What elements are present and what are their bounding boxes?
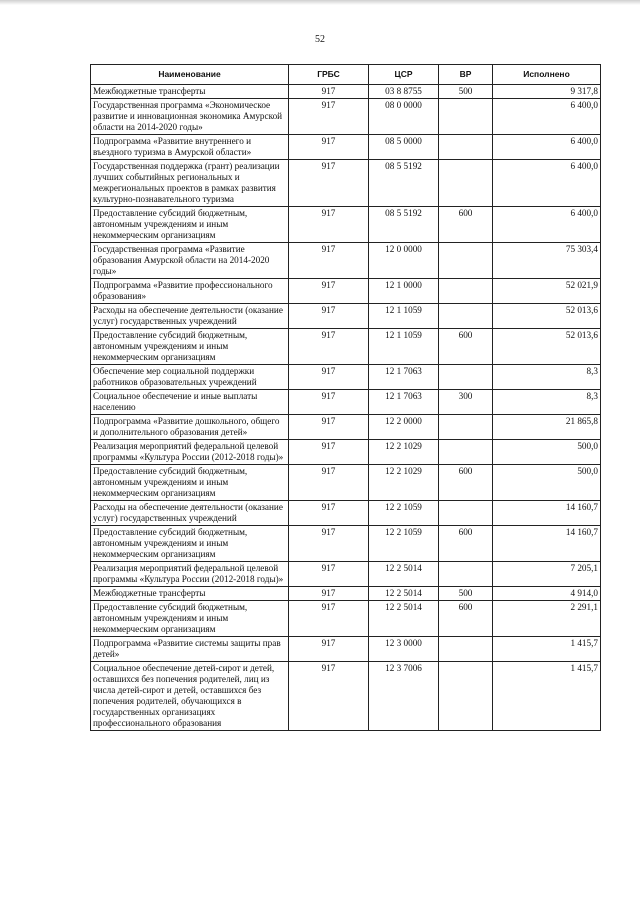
cell-name: Социальное обеспечение и иные выплаты населению <box>91 390 289 415</box>
cell-name: Реализация мероприятий федеральной целевой программы «Культура России (2012-2018 годы)» <box>91 562 289 587</box>
cell-grbs: 917 <box>289 279 369 304</box>
cell-amount: 6 400,0 <box>493 160 601 207</box>
table-row <box>91 135 601 160</box>
cell-name: Расходы на обеспечение деятельности (оказание услуг) государственных учреждений <box>91 304 289 329</box>
cell-vr <box>439 304 493 329</box>
cell-vr <box>439 415 493 440</box>
cell-name: Государственная программа «Развитие образования Амурской области на 2014-2020 годы» <box>91 243 289 279</box>
cell-csr: 12 3 7006 <box>369 662 439 731</box>
cell-vr: 600 <box>439 526 493 562</box>
cell-amount: 4 914,0 <box>493 587 601 601</box>
budget-execution-table <box>90 64 601 731</box>
cell-grbs: 917 <box>289 662 369 731</box>
cell-csr: 12 2 1029 <box>369 440 439 465</box>
cell-grbs: 917 <box>289 562 369 587</box>
table-row <box>91 243 601 279</box>
cell-csr: 12 2 5014 <box>369 601 439 637</box>
table-row <box>91 526 601 562</box>
cell-vr <box>439 637 493 662</box>
cell-grbs: 917 <box>289 365 369 390</box>
cell-amount: 2 291,1 <box>493 601 601 637</box>
cell-name: Социальное обеспечение детей-сирот и детей, оставшихся без попечения родителей, лиц из числа детей-сирот и детей, оставшихся без попечения родителей, обучающихся в государственных организациях профессионального образования <box>91 662 289 731</box>
cell-vr <box>439 279 493 304</box>
cell-vr: 500 <box>439 587 493 601</box>
cell-csr: 12 2 1029 <box>369 465 439 501</box>
cell-amount: 500,0 <box>493 465 601 501</box>
cell-grbs: 917 <box>289 329 369 365</box>
cell-name: Подпрограмма «Развитие профессионального образования» <box>91 279 289 304</box>
cell-grbs: 917 <box>289 304 369 329</box>
cell-csr: 08 0 0000 <box>369 99 439 135</box>
cell-csr: 08 5 5192 <box>369 207 439 243</box>
cell-name: Межбюджетные трансферты <box>91 85 289 99</box>
cell-amount: 21 865,8 <box>493 415 601 440</box>
cell-grbs: 917 <box>289 85 369 99</box>
page-number: 52 <box>315 34 325 45</box>
cell-vr <box>439 243 493 279</box>
cell-amount: 1 415,7 <box>493 637 601 662</box>
cell-amount: 6 400,0 <box>493 99 601 135</box>
cell-vr <box>439 501 493 526</box>
table-row <box>91 440 601 465</box>
cell-amount: 6 400,0 <box>493 135 601 160</box>
cell-name: Предоставление субсидий бюджетным, автономным учреждениям и иным некоммерческим организациям <box>91 526 289 562</box>
cell-name: Обеспечение мер социальной поддержки работников образовательных учреждений <box>91 365 289 390</box>
cell-grbs: 917 <box>289 135 369 160</box>
cell-grbs: 917 <box>289 440 369 465</box>
cell-vr: 600 <box>439 207 493 243</box>
cell-amount: 500,0 <box>493 440 601 465</box>
table-row <box>91 562 601 587</box>
cell-csr: 12 1 0000 <box>369 279 439 304</box>
cell-csr: 08 5 5192 <box>369 160 439 207</box>
cell-vr: 300 <box>439 390 493 415</box>
cell-name: Подпрограмма «Развитие дошкольного, общего и дополнительного образования детей» <box>91 415 289 440</box>
cell-grbs: 917 <box>289 601 369 637</box>
table-row <box>91 587 601 601</box>
cell-name: Предоставление субсидий бюджетным, автономным учреждениям и иным некоммерческим организациям <box>91 207 289 243</box>
cell-grbs: 917 <box>289 587 369 601</box>
header-name: Наименование <box>91 65 289 85</box>
table-row <box>91 304 601 329</box>
table-row <box>91 390 601 415</box>
cell-name: Расходы на обеспечение деятельности (оказание услуг) государственных учреждений <box>91 501 289 526</box>
cell-grbs: 917 <box>289 160 369 207</box>
cell-grbs: 917 <box>289 99 369 135</box>
cell-name: Предоставление субсидий бюджетным, автономным учреждениям и иным некоммерческим организациям <box>91 601 289 637</box>
cell-csr: 12 1 1059 <box>369 304 439 329</box>
cell-name: Государственная программа «Экономическое развитие и инновационная экономика Амурской области на 2014-2020 годы» <box>91 99 289 135</box>
table-row <box>91 415 601 440</box>
cell-amount: 6 400,0 <box>493 207 601 243</box>
header-grbs: ГРБС <box>289 65 369 85</box>
cell-vr <box>439 99 493 135</box>
table-header-row <box>91 65 601 85</box>
header-csr: ЦСР <box>369 65 439 85</box>
cell-csr: 12 2 1059 <box>369 526 439 562</box>
cell-csr: 12 2 0000 <box>369 415 439 440</box>
table-row <box>91 207 601 243</box>
cell-csr: 12 3 0000 <box>369 637 439 662</box>
cell-amount: 52 013,6 <box>493 304 601 329</box>
cell-name: Предоставление субсидий бюджетным, автономным учреждениям и иным некоммерческим организациям <box>91 465 289 501</box>
cell-grbs: 917 <box>289 526 369 562</box>
cell-amount: 14 160,7 <box>493 526 601 562</box>
table-row <box>91 465 601 501</box>
cell-vr <box>439 135 493 160</box>
table-row <box>91 85 601 99</box>
cell-amount: 7 205,1 <box>493 562 601 587</box>
cell-grbs: 917 <box>289 637 369 662</box>
table-row <box>91 279 601 304</box>
header-vr: ВР <box>439 65 493 85</box>
cell-vr <box>439 160 493 207</box>
cell-csr: 12 1 7063 <box>369 365 439 390</box>
cell-grbs: 917 <box>289 390 369 415</box>
cell-amount: 52 021,9 <box>493 279 601 304</box>
table-row <box>91 329 601 365</box>
cell-csr: 12 1 1059 <box>369 329 439 365</box>
cell-vr <box>439 365 493 390</box>
cell-amount: 75 303,4 <box>493 243 601 279</box>
cell-vr: 500 <box>439 85 493 99</box>
cell-vr: 600 <box>439 329 493 365</box>
table-row <box>91 662 601 731</box>
cell-vr <box>439 662 493 731</box>
cell-name: Государственная поддержка (грант) реализации лучших событийных региональных и межрегиональных проектов в рамках развития культурно-познавательного туризма <box>91 160 289 207</box>
scan-edge <box>0 0 640 5</box>
cell-grbs: 917 <box>289 243 369 279</box>
cell-name: Реализация мероприятий федеральной целевой программы «Культура России (2012-2018 годы)» <box>91 440 289 465</box>
cell-csr: 12 2 5014 <box>369 587 439 601</box>
cell-vr <box>439 440 493 465</box>
cell-amount: 9 317,8 <box>493 85 601 99</box>
cell-csr: 12 1 7063 <box>369 390 439 415</box>
cell-csr: 08 5 0000 <box>369 135 439 160</box>
cell-csr: 03 8 8755 <box>369 85 439 99</box>
table-row <box>91 365 601 390</box>
cell-grbs: 917 <box>289 207 369 243</box>
cell-csr: 12 0 0000 <box>369 243 439 279</box>
cell-amount: 52 013,6 <box>493 329 601 365</box>
cell-vr: 600 <box>439 601 493 637</box>
table-row <box>91 637 601 662</box>
cell-name: Предоставление субсидий бюджетным, автономным учреждениям и иным некоммерческим организациям <box>91 329 289 365</box>
cell-grbs: 917 <box>289 465 369 501</box>
table-row <box>91 501 601 526</box>
cell-vr <box>439 562 493 587</box>
cell-amount: 8,3 <box>493 365 601 390</box>
table-row <box>91 601 601 637</box>
cell-name: Подпрограмма «Развитие внутреннего и въездного туризма в Амурской области» <box>91 135 289 160</box>
cell-amount: 1 415,7 <box>493 662 601 731</box>
cell-csr: 12 2 5014 <box>369 562 439 587</box>
table-row <box>91 99 601 135</box>
cell-grbs: 917 <box>289 415 369 440</box>
cell-amount: 14 160,7 <box>493 501 601 526</box>
cell-name: Подпрограмма «Развитие системы защиты прав детей» <box>91 637 289 662</box>
table-row <box>91 160 601 207</box>
cell-amount: 8,3 <box>493 390 601 415</box>
cell-csr: 12 2 1059 <box>369 501 439 526</box>
header-amount: Исполнено <box>493 65 601 85</box>
cell-name: Межбюджетные трансферты <box>91 587 289 601</box>
cell-grbs: 917 <box>289 501 369 526</box>
cell-vr: 600 <box>439 465 493 501</box>
